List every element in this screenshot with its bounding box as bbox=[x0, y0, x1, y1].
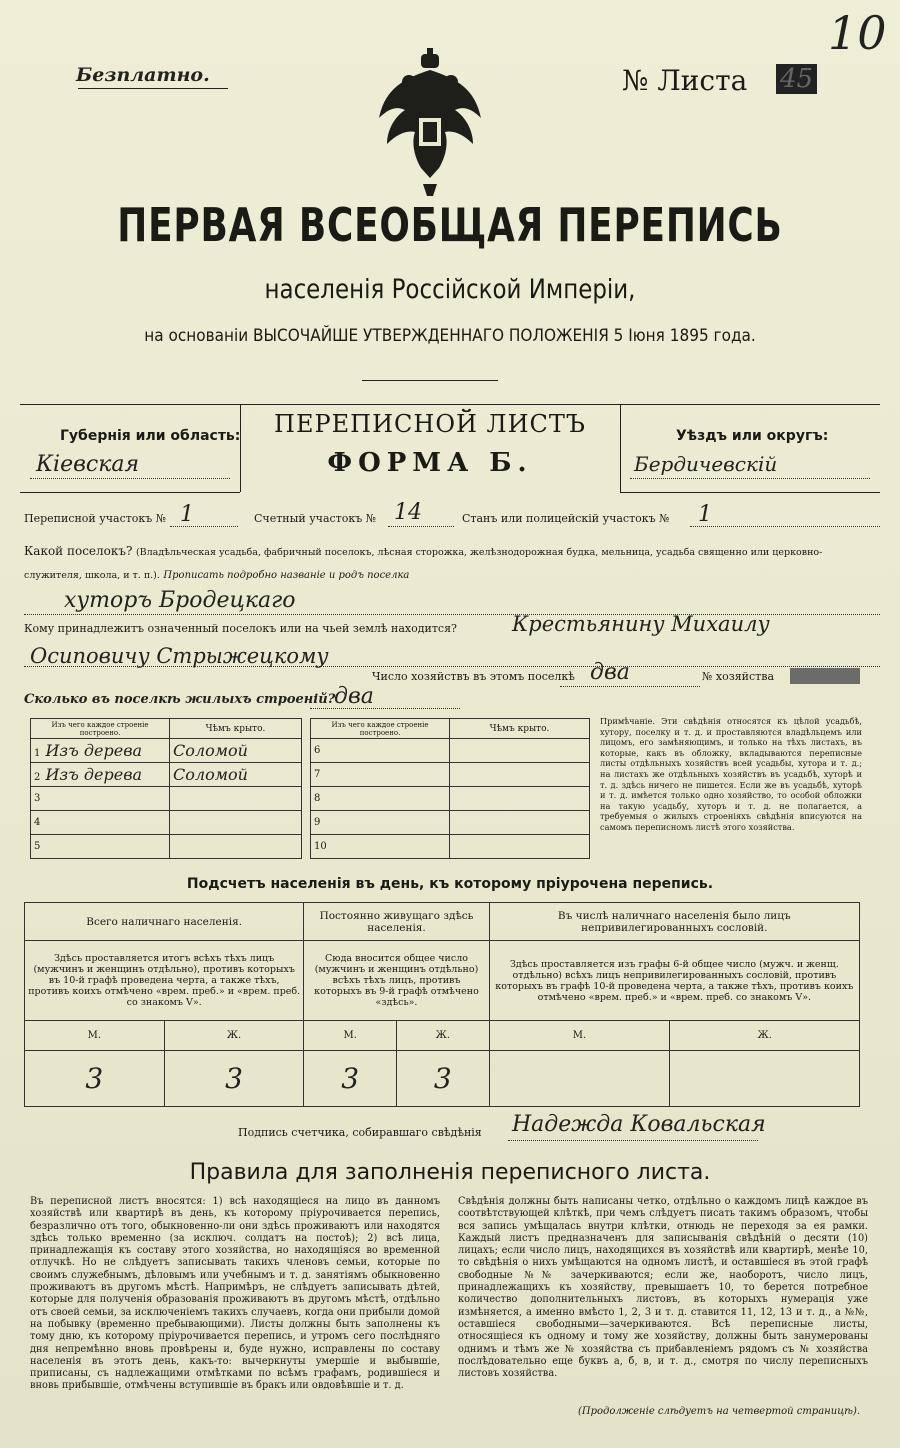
guberniya-value: Кіевская bbox=[36, 452, 140, 477]
count-value-zh2: 3 bbox=[397, 1051, 490, 1107]
row-number: 8 bbox=[311, 787, 450, 811]
material-cell: Изъ дерева bbox=[45, 741, 143, 760]
count-h1: Всего наличнаго населенія. bbox=[25, 903, 304, 941]
uezd-line bbox=[630, 478, 870, 479]
form-top-rule bbox=[20, 404, 880, 405]
uezd-label: Уѣздъ или округъ: bbox=[676, 428, 829, 444]
owner-line bbox=[24, 666, 880, 667]
poselok-hint: (Владѣльческая усадьба, фабричный поселокъ, лѣсная сторожка, желѣзнодорожная будка, мельница, усадьба священно или церковно-служителя, школа, и т. п.). bbox=[24, 547, 823, 581]
sheet-no-label: № Листа bbox=[622, 64, 748, 97]
legal-basis: на основаніи ВЫСОЧАЙШЕ УТВЕРЖДЕННАГО ПОЛОЖЕНІЯ 5 Іюня 1895 года. bbox=[144, 326, 756, 346]
title-rule bbox=[362, 380, 498, 381]
perepis-line bbox=[170, 526, 238, 527]
poselok-value: хуторъ Бродецкаго bbox=[64, 588, 296, 613]
table-row bbox=[311, 787, 590, 811]
form-name: ФОРМА Б. bbox=[327, 448, 533, 478]
free-label: Безплатно. bbox=[76, 64, 210, 86]
poselok-label: Какой поселокъ? bbox=[24, 544, 133, 558]
buildings-table-right bbox=[310, 718, 590, 859]
count-d1: Здѣсь проставляется итогъ всѣхъ тѣхъ лицъ (мужчинъ и женщинъ отдѣльно), противъ которыхъ въ 10-й графѣ проведена черта, а также тѣхъ, противъ коихъ отмѣчено «врем. преб.» и «врем. преб. со знакомъ V». bbox=[25, 941, 304, 1021]
count-m1: М. bbox=[25, 1021, 165, 1051]
stan-line bbox=[690, 526, 880, 527]
buildings-col1-header: Изъ чего каждое строеніе построено. bbox=[31, 719, 170, 739]
count-zh3: Ж. bbox=[670, 1021, 860, 1051]
signature-value: Надежда Ковальская bbox=[512, 1112, 766, 1137]
buildings-label: Сколько въ поселкѣ жилыхъ строеній? bbox=[24, 692, 336, 707]
sheet-no-hand: 10 bbox=[828, 6, 887, 60]
households-label: Число хозяйствъ въ этомъ поселкѣ bbox=[372, 670, 575, 683]
free-underline bbox=[78, 88, 228, 89]
count-h3: Въ числѣ наличнаго населенія было лицъ непривилегированныхъ сословій. bbox=[489, 903, 859, 941]
count-title: Подсчетъ населенія въ день, къ которому пріурочена перепись. bbox=[186, 876, 714, 892]
guberniya-label: Губернія или область: bbox=[60, 428, 241, 444]
table-row bbox=[31, 835, 302, 859]
row-number: 10 bbox=[311, 835, 450, 859]
owner-value-1: Крестьянину Михаилу bbox=[512, 612, 770, 636]
perepis-value: 1 bbox=[180, 502, 194, 527]
buildings-note: Примѣчаніе. Эти свѣдѣнія относятся къ цѣлой усадьбѣ, хутору, поселку и т. д. и проставляются владѣльцемъ или лицомъ, его замѣняющимъ, и только на тѣхъ листахъ, въ которые, какъ въ обложку, вкладываются переписные листы отдѣльныхъ хозяйствъ всей усадьбы, хутора и т. д.; на листахъ же отдѣльныхъ хозяйствъ въ усадьбѣ, хуторѣ и т. д. здѣсь ничего не пишется. Если же въ усадьбѣ, хуторѣ и т. д. имѣется только одно хозяйство, то особой обложки на такую усадьбу, хуторъ и т. д. не полагается, а требуемыя о жилыхъ строеніяхъ свѣдѣнія вписуются на самомъ переписномъ листѣ этого хозяйства. bbox=[600, 716, 862, 832]
form-bottom-rule-right bbox=[620, 492, 880, 493]
table-row bbox=[311, 811, 590, 835]
row-number: 7 bbox=[311, 763, 450, 787]
material-cell: Изъ дерева bbox=[45, 765, 143, 784]
sheet-title: ПЕРЕПИСНОЙ ЛИСТЪ bbox=[274, 410, 586, 438]
count-m3: М. bbox=[489, 1021, 670, 1051]
household-no-label: № хозяйства bbox=[702, 670, 774, 683]
rules-right-column: Свѣдѣнія должны быть написаны четко, отдѣльно о каждомъ лицѣ каждое въ соотвѣтствующей клѣткѣ, при чемъ слѣдуетъ писать такимъ образомъ, чтобы вся запись умѣщалась внутри клѣтки, отнюдь не переходя за ея рамки. Каждый листъ предназначенъ для записыванія свѣдѣній о десяти (10) лицахъ; если число лицъ, находящихся въ хозяйствѣ или квартирѣ, менѣе 10, то свѣдѣнія о нихъ умѣщаются на одномъ листѣ, и оставшіеся въ этой графѣ свободные №№ зачеркиваются; если же, наоборотъ, число лицъ, принадлежащихъ къ хозяйству, превышаетъ 10, то берется потребное количество дополнительныхъ листовъ, въ которыхъ нумерація уже измѣняется, а именно вмѣсто 1, 2, 3 и т. д. ставится 11, 12, 13 и т. д., а №№, оставшіеся свободными—зачеркиваются. Всѣ переписные листы, относящіеся къ одному и тому же хозяйству, должны быть занумерованы однимъ и тѣмъ же № хозяйства съ прибавленіемъ рядомъ съ № хозяйства послѣдовательно еще буквъ а, б, в, и т. д., смотря по числу переписныхъ листовъ хозяйства. bbox=[458, 1196, 868, 1380]
table-row bbox=[31, 787, 302, 811]
poselok-block bbox=[24, 540, 880, 587]
signature-line bbox=[508, 1140, 758, 1141]
signature-label: Подпись счетчика, собиравшаго свѣдѣнія bbox=[238, 1126, 482, 1139]
household-no-redacted bbox=[790, 668, 860, 684]
buildings-col2-header-right: Чѣмъ крыто. bbox=[450, 719, 590, 739]
form-divider-right bbox=[620, 404, 621, 492]
row-number: 4 bbox=[31, 811, 170, 835]
households-line bbox=[560, 686, 700, 687]
table-row bbox=[311, 739, 590, 763]
stan-value: 1 bbox=[698, 502, 712, 527]
page-title: ПЕРВАЯ ВСЕОБЩАЯ ПЕРЕПИСЬ bbox=[117, 198, 783, 252]
table-row bbox=[311, 835, 590, 859]
table-row bbox=[31, 811, 302, 835]
count-value-m1: 3 bbox=[25, 1051, 165, 1107]
roof-cell: Соломой bbox=[170, 763, 302, 787]
rules-left-column: Въ переписной листъ вносятся: 1) всѣ находящіеся на лицо въ данномъ хозяйствѣ или квартирѣ въ день, къ которому пріурочивается перепись, безразлично отъ того, обыкновенно-ли они здѣсь проживаютъ или находятся здѣсь только временно (за исключ. солдатъ на постоѣ); 2) всѣ лица, принадлежащія къ составу этого хозяйства, но находящіяся во временной отлучкѣ. Но не слѣдуетъ записывать такихъ членовъ семьи, которые по своимъ служебнымъ, дѣловымъ или учебнымъ и т. д. занятіямъ обыкновенно проживаютъ въ другомъ мѣстѣ. Напримѣръ, не слѣдуетъ записывать дѣтей, которые для полученія образованія проживаютъ въ другомъ мѣстѣ, отдѣльно отъ своей семьи, за исключеніемъ такихъ случаевъ, когда они прибыли домой на побывку (временно пребывающими). Листы должны быть заполнены къ тому дню, къ которому пріурочивается перепись, и утромъ сего послѣдняго дня непремѣнно вновь провѣрены и, буде нужно, исправлены по составу населенія въ этотъ день, какъ-то: вычеркнуты умершіе и выбывшіе, приписаны, съ надлежащими отмѣтками по всѣмъ графамъ, родившіеся и вновь прибывшіе, отмѣчены вступившіе въ бракъ или овдовѣвшіе и т. д. bbox=[30, 1196, 440, 1392]
table-row bbox=[31, 739, 302, 763]
schet-value: 14 bbox=[394, 500, 422, 525]
double-headed-eagle-icon bbox=[375, 48, 485, 198]
stan-label: Станъ или полицейскій участокъ № bbox=[462, 512, 670, 525]
guberniya-line bbox=[30, 478, 230, 479]
count-zh2: Ж. bbox=[397, 1021, 490, 1051]
schet-line bbox=[388, 526, 454, 527]
rules-continue: (Продолженіе слѣдуетъ на четвертой страницѣ). bbox=[578, 1406, 861, 1417]
count-value-zh3 bbox=[670, 1051, 860, 1107]
row-number: 1 bbox=[34, 748, 41, 759]
households-value: два bbox=[590, 660, 630, 685]
buildings-col2-header: Чѣмъ крыто. bbox=[170, 719, 302, 739]
row-number: 9 bbox=[311, 811, 450, 835]
row-number: 6 bbox=[311, 739, 450, 763]
buildings-col1-header-right: Изъ чего каждое строеніе построено. bbox=[311, 719, 450, 739]
row-number: 5 bbox=[31, 835, 170, 859]
buildings-value: два bbox=[334, 684, 374, 709]
owner-label: Кому принадлежитъ означенный поселокъ или на чьей землѣ находится? bbox=[24, 622, 457, 635]
count-d3: Здѣсь проставляется изъ графы 6-й общее число (мужч. и женщ. отдѣльно) всѣхъ лицъ непривилегированныхъ сословій, противъ которыхъ въ графѣ 10-й проведена черта, а также тѣхъ, противъ коихъ отмѣчено «врем. преб.» и «врем. преб. со знакомъ V». bbox=[489, 941, 859, 1021]
row-number: 2 bbox=[34, 772, 41, 783]
count-d2: Сюда вносится общее число (мужчинъ и женщинъ отдѣльно) всѣхъ тѣхъ лицъ, противъ которыхъ въ 9-й графѣ отмѣчено «здѣсь». bbox=[304, 941, 489, 1021]
buildings-table-left bbox=[30, 718, 302, 859]
perepis-label: Переписной участокъ № bbox=[24, 512, 167, 525]
count-value-m3 bbox=[489, 1051, 670, 1107]
table-row bbox=[311, 763, 590, 787]
poselok-instruction: Прописать подробно названіе и родъ поселка bbox=[163, 570, 410, 581]
count-m2: М. bbox=[304, 1021, 397, 1051]
count-table bbox=[24, 902, 860, 1107]
schet-label: Счетный участокъ № bbox=[254, 512, 377, 525]
count-value-m2: 3 bbox=[304, 1051, 397, 1107]
count-zh1: Ж. bbox=[164, 1021, 304, 1051]
table-row bbox=[31, 763, 302, 787]
count-h2: Постоянно живущаго здѣсь населенія. bbox=[304, 903, 489, 941]
row-number: 3 bbox=[31, 787, 170, 811]
rules-title: Правила для заполненія переписного листа. bbox=[189, 1160, 711, 1185]
buildings-line bbox=[310, 708, 460, 709]
owner-value-2: Осиповичу Стрыжецкому bbox=[30, 644, 329, 668]
form-bottom-rule-left bbox=[20, 492, 240, 493]
count-value-zh1: 3 bbox=[164, 1051, 304, 1107]
sheet-no-crossed: 45 bbox=[776, 64, 817, 94]
roof-cell: Соломой bbox=[170, 739, 302, 763]
page-subtitle: населенія Россійской Имперіи, bbox=[264, 274, 636, 305]
uezd-value: Бердичевскій bbox=[634, 452, 778, 476]
